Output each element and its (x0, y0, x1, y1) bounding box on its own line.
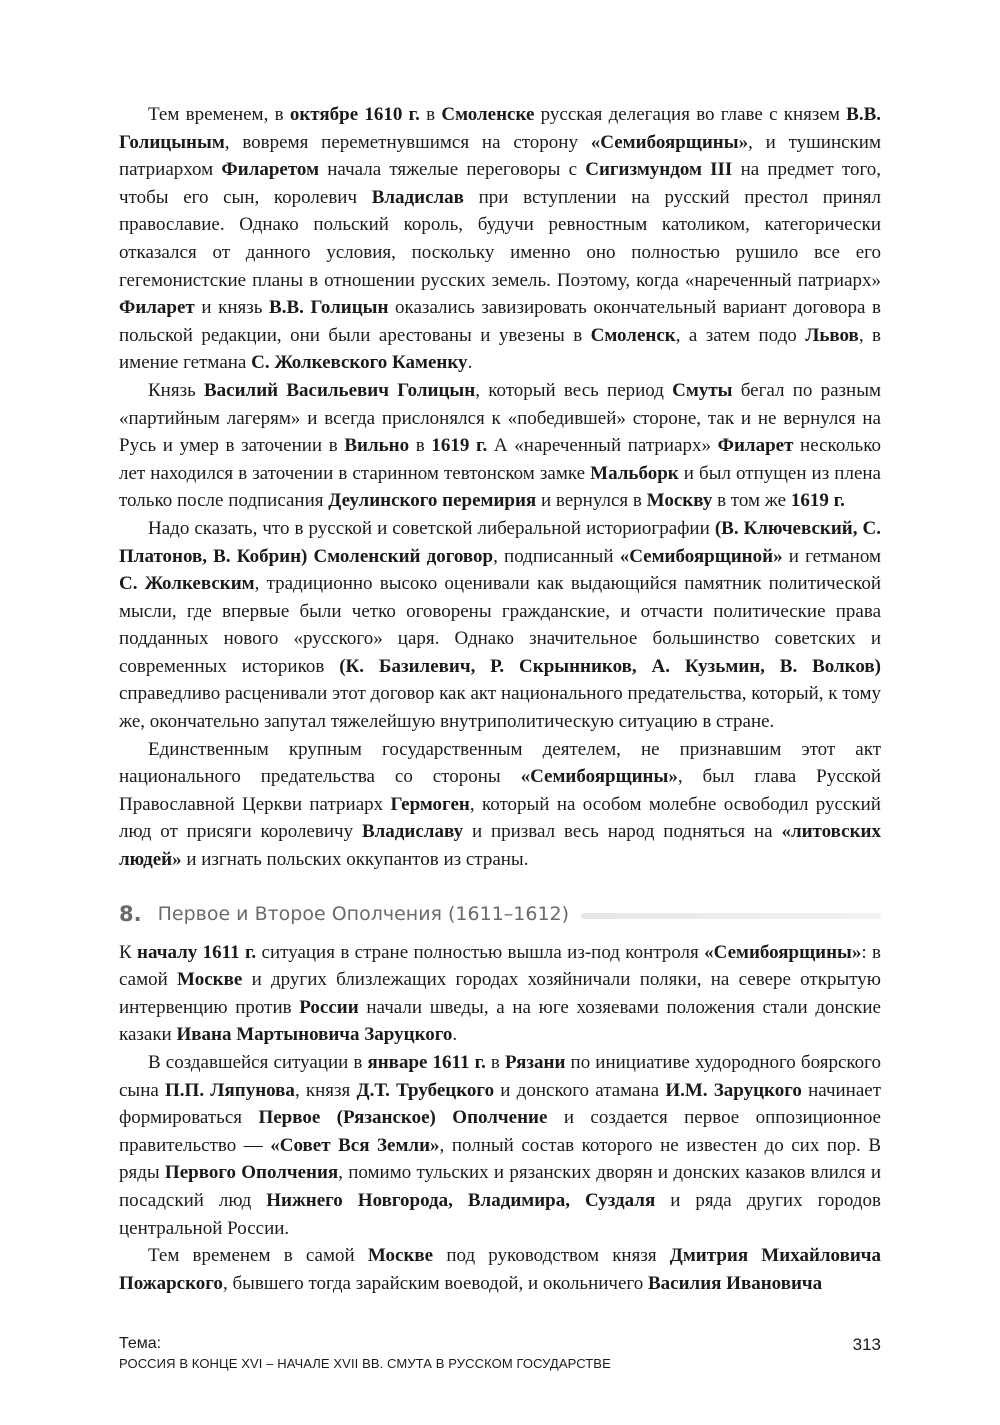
text-run: оказались завизировать окончательный вариант договора в польской редакции, они были арестованы и увезены в (119, 297, 881, 346)
text-run: . (467, 352, 473, 374)
bold-text: 1619 г. (431, 435, 488, 457)
text-run: начала тяжелые переговоры с (319, 159, 586, 181)
bold-text: Мальборк (590, 462, 679, 484)
paragraph (119, 101, 881, 377)
bold-text: Владиславу (361, 821, 464, 843)
text-run: , подписанный (493, 545, 620, 567)
bold-text: (К. Базилевич, Р. Скрынников, А. Кузьмин, В. Волков) (339, 655, 881, 677)
text-run: справедливо расценивали этот договор как акт национального предательства, который, к тому же, окончательно запутал тяжелейшую внутриполитическую ситуацию в стране. (119, 683, 881, 733)
bold-text: Нижнего Новгорода, Владимира, Суздаля (266, 1189, 656, 1211)
bold-text: Филарет (119, 297, 195, 319)
bold-text: Владислав (371, 186, 464, 208)
bold-text: (В. Ключевский, С. Платонов, В. Кобрин) Смоленский договор (119, 517, 881, 567)
bold-text: Василия Ивановича (647, 1272, 823, 1294)
text-run: и призвал весь народ подняться на (463, 821, 782, 843)
page-number: 313 (852, 1335, 881, 1354)
bold-text: Д.Т. Трубецкого (356, 1079, 495, 1101)
bold-text: Смоленске (441, 104, 535, 125)
bold-text: Василий Васильевич Голицын (204, 379, 476, 401)
bold-text: Рязани (505, 1052, 566, 1073)
bold-text: России (299, 996, 359, 1018)
text-run: , который на особом молебне освободил русский люд от присяги королевичу (119, 793, 881, 843)
section-heading (119, 899, 881, 929)
text-run: Тем временем в самой (148, 1245, 368, 1267)
bold-text: Смуты (672, 379, 733, 401)
page-body (119, 101, 881, 1297)
paragraph (119, 515, 881, 736)
page-footer (119, 1335, 881, 1371)
bold-text: «Совет Вся Земли» (270, 1134, 440, 1156)
text-run: начинает формироваться (119, 1079, 882, 1129)
footer-topic: РОССИЯ В КОНЦЕ XVI – НАЧАЛЕ XVII ВВ. СМУТА В РУССКОМ ГОСУДАРСТВЕ (119, 1356, 611, 1371)
text-run: Князь (148, 379, 204, 401)
text-run: и изгнать польских оккупантов из страны. (181, 849, 529, 871)
bold-text: Москву (646, 490, 713, 512)
paragraph (119, 939, 881, 1049)
paragraph (119, 1049, 881, 1242)
text-run: , был глава Русской Православной Церкви патриарх (119, 766, 881, 815)
bold-text: И.М. Заруцкого (665, 1079, 802, 1101)
text-run: начали шведы, а на юге хозяевами положения стали донские казаки (119, 996, 881, 1046)
text-run: . (452, 1024, 458, 1046)
bold-text: Филарет (717, 435, 794, 457)
bold-text: «Семибоярщиной» (619, 545, 783, 567)
bold-text: январе 1611 г. (367, 1052, 486, 1073)
text-run: под руководством князя (433, 1245, 670, 1267)
text-run: , традиционно высоко оценивали как выдающийся памятник политической мысли, где впервые были четко оговорены гражданские, и отчасти политические права подданных нового «русского» царя. Однако значительное большинство советских и современных историков (119, 573, 881, 677)
text-run: и ряда других городов центральной России. (119, 1189, 881, 1239)
bold-text: В.В. Голицыным (119, 104, 881, 153)
text-run: в (419, 104, 442, 125)
bold-text: Москве (177, 969, 243, 991)
text-run: Надо сказать, что в русской и советской либеральной историографии (148, 517, 715, 539)
paragraph (119, 1242, 881, 1297)
text-run: в (485, 1052, 505, 1073)
bold-text: Первое (Рязанское) Ополчение (258, 1107, 548, 1129)
bold-text: Деулинского перемирия (328, 490, 537, 512)
text-run: и гетманом (782, 545, 881, 567)
bold-text: Вильно (344, 435, 410, 457)
text-run: в (409, 435, 432, 457)
text-run: , который весь период (475, 379, 673, 401)
text-run: , в имение гетмана (119, 324, 881, 374)
text-run: , полный состав которого не известен до сих пор. В ряды (119, 1134, 882, 1184)
section-paragraphs (119, 939, 881, 1298)
bold-text: Москве (367, 1245, 434, 1267)
section-number: 8. (119, 901, 142, 926)
text-run: ситуация в стране полностью вышла из-под контроля (256, 941, 705, 963)
bold-text: С. Жолкевским (119, 573, 255, 595)
text-run: в том же (712, 490, 791, 512)
text-run: бегал по разным «партийным лагерям» и всегда прислонялся к «победившей» стороне, так и не вернулся на Русь и умер в заточении в (119, 379, 881, 457)
text-run: и вернулся в (536, 490, 647, 512)
text-run: несколько лет находился в заточении в старинном тевтонском замке (119, 435, 881, 484)
bold-text: 1619 г. (790, 490, 845, 512)
section-rule (581, 913, 881, 919)
intro-paragraphs (119, 101, 881, 874)
text-run: , вовремя переметнувшимся на сторону (224, 131, 591, 153)
text-run: К (119, 941, 138, 963)
text-run: : в самой (119, 941, 882, 991)
bold-text: Сигизмундом III (585, 159, 733, 181)
text-run: , бывшего тогда зарайским воеводой, и окольничего (222, 1272, 648, 1294)
text-run: , помимо тульских и рязанских дворян и донских казаков влился и посадский люд (119, 1162, 881, 1211)
text-run: по инициативе худородного боярского сына (119, 1052, 881, 1101)
bold-text: «Семибоярщины» (590, 131, 749, 153)
paragraph (119, 736, 881, 874)
bold-text: октябре 1610 г. (289, 104, 420, 125)
text-run: и других близлежащих городах хозяйничали поляки, на севере открытую интервенцию против (119, 969, 881, 1018)
bold-text: Гермоген (390, 793, 470, 815)
text-run: и донского атамана (494, 1079, 666, 1101)
text-run: и князь (194, 297, 270, 319)
text-run: и был отпущен из плена только после подписания (119, 462, 881, 512)
bold-text: Филаретом (221, 159, 320, 181)
text-run: русская делегация во главе с князем (534, 104, 847, 125)
bold-text: «Семибоярщины» (704, 941, 862, 963)
paragraph (119, 377, 881, 515)
text-run: Тем временем, в (148, 104, 290, 125)
bold-text: началу 1611 г. (137, 941, 257, 963)
text-run: , князя (294, 1079, 357, 1101)
text-run: Единственным крупным государственным деятелем, не признавшим этот акт национального предательства со стороны (119, 738, 881, 788)
text-run: при вступлении на русский престол принял православие. Однако польский король, будучи ревностным католиком, категорически отказался от данного условия, поскольку именно оно полностью рушило все его гегемонистские планы в отношении русских земель. Поэтому, когда «нареченный патриарх» (119, 186, 881, 291)
text-run: В создавшейся ситуации в (148, 1052, 368, 1073)
bold-text: С. Жолкевского Каменку (251, 352, 468, 374)
bold-text: В.В. Голицын (269, 297, 389, 319)
bold-text: П.П. Ляпунова (165, 1079, 295, 1101)
footer-label: Тема: (119, 1335, 162, 1352)
section-title: Первое и Второе Ополчения (1611–1612) (157, 902, 570, 925)
bold-text: «Семибоярщины» (520, 766, 678, 788)
text-run: на предмет того, чтобы его сын, королевич (119, 159, 882, 208)
bold-text: Смоленск (590, 324, 676, 346)
text-run: А «нареченный патриарх» (487, 435, 718, 457)
text-run: , а затем подо (675, 324, 806, 346)
bold-text: «литовских людей» (119, 821, 881, 871)
bold-text: Первого Ополчения (164, 1162, 339, 1184)
bold-text: Ивана Мартыновича Заруцкого (176, 1024, 453, 1046)
bold-text: Дмитрия Михайловича Пожарского (119, 1245, 881, 1294)
bold-text: Львов (805, 324, 859, 346)
text-run: , и тушинским патриархом (119, 131, 881, 181)
text-run: и создается первое оппозиционное правительство — (119, 1107, 881, 1156)
